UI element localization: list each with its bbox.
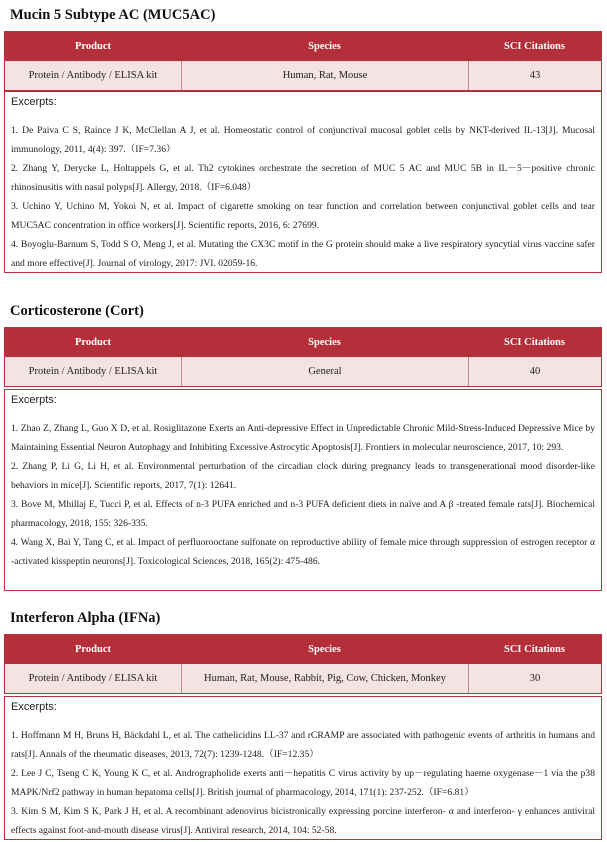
product-table xyxy=(4,31,602,91)
species-cell: Human, Rat, Mouse, Rabbit, Pig, Cow, Chicken, Monkey xyxy=(181,664,468,693)
excerpts-box xyxy=(4,91,602,273)
excerpts-label: Excerpts: xyxy=(11,701,57,713)
header-species: Species xyxy=(308,644,341,655)
header-species: Species xyxy=(308,337,341,348)
citation-2: 2. Lee J C, Tseng C K, Young K C, et al. Andrographolide exerts anti－hepatitis C virus activity by up－regulating haeme oxygenase－1 via the p38 MAPK/Nrf2 pathway in human hepatoma cells[J]. British journal of pharmacology, 2014, 171(1): 237-252.（IF=6.81） xyxy=(11,768,595,798)
table-row xyxy=(5,357,601,386)
citation-2: 2. Zhang P, Li G, Li H, et al. Environmental perturbation of the circadian clock during pregnancy leads to transgenerational mood disorder-like behaviors in mice[J]. Scientific reports, 2017, 7(1): 12641. xyxy=(11,461,595,491)
citations-cell: 43 xyxy=(468,61,601,90)
citation-1: 1. Zhao Z, Zhang L, Guo X D, et al. Rosiglitazone Exerts an Anti-depressive Effect in Unpredictable Chronic Mild-Stress-Induced Depressive Mice by Maintaining Essential Neuron Autophagy and Inhibiting Excessive Astrocytic Apoptosis[J]. Frontiers in molecular neuroscience, 2017, 10: 293. xyxy=(11,423,595,453)
product-cell: Protein / Antibody / ELISA kit xyxy=(28,70,158,81)
excerpts-box xyxy=(4,696,602,840)
excerpts-box xyxy=(4,389,602,591)
citation-2: 2. Zhang Y, Derycke L, Holtappels G, et al. Th2 cytokines orchestrate the secretion of MUC 5 AC and MUC 5B in IL－5－positive chronic rhinosinusitis with nasal polyps[J]. Allergy, 2018.（IF=6.048） xyxy=(11,163,595,193)
product-table xyxy=(4,327,602,387)
section-title: Mucin 5 Subtype AC (MUC5AC) xyxy=(10,7,216,23)
table-header-row xyxy=(5,635,601,664)
header-citations: SCI Citations xyxy=(504,41,565,52)
species-cell: Human, Rat, Mouse xyxy=(181,61,468,90)
header-product: Product xyxy=(75,41,111,52)
species-cell: General xyxy=(181,357,468,386)
header-species: Species xyxy=(308,41,341,52)
table-header-row xyxy=(5,328,601,357)
section-title: Interferon Alpha (IFNa) xyxy=(10,610,161,626)
citation-3: 3. Kim S M, Kim S K, Park J H, et al. A recombinant adenovirus bicistronically expressing porcine interferon- α and interferon- γ enhances antiviral effects against foot-and-mouth disease virus[J]. Antiviral research, 2014, 104: 52-58. xyxy=(11,806,595,836)
citation-4: 4. Boyoglu-Barnum S, Todd S O, Meng J, et al. Mutating the CX3C motif in the G protein should make a live respiratory syncytial virus vaccine safer and more effective[J]. Journal of virology, 2017: JVI. 02059-16. xyxy=(11,239,595,269)
citations-cell: 30 xyxy=(468,664,601,693)
table-row xyxy=(5,61,601,90)
header-product: Product xyxy=(75,644,111,655)
header-citations: SCI Citations xyxy=(504,644,565,655)
product-cell: Protein / Antibody / ELISA kit xyxy=(28,673,158,684)
section-title: Corticosterone (Cort) xyxy=(10,303,144,319)
table-header-row xyxy=(5,32,601,61)
citation-3: 3. Bove M, Mhillaj E, Tucci P, et al. Effects of n-3 PUFA enriched and n-3 PUFA deficient diets in naïve and A β -treated female rats[J]. Biochemical pharmacology, 2018, 155: 326-335. xyxy=(11,499,595,529)
table-row xyxy=(5,664,601,693)
citation-1: 1. De Paiva C S, Raince J K, McClellan A J, et al. Homeostatic control of conjunctival mucosal goblet cells by NKT-derived IL-13[J]. Mucosal immunology, 2011, 4(4): 397.（IF=7.36） xyxy=(11,125,595,155)
citation-4: 4. Wang X, Bai Y, Tang C, et al. Impact of perfluorooctane sulfonate on reproductive ability of female mice through suppression of estrogen receptor α -activated kisspeptin neurons[J]. Toxicological Sciences, 2018, 165(2): 475-486. xyxy=(11,537,595,567)
citation-1: 1. Hoffmann M H, Bruns H, Bäckdahl L, et al. The cathelicidins LL-37 and rCRAMP are associated with pathogenic events of arthritis in humans and rats[J]. Annals of the rheumatic diseases, 2013, 72(7): 1239-1248.（IF=12.35） xyxy=(11,730,595,760)
header-citations: SCI Citations xyxy=(504,337,565,348)
citations-cell: 40 xyxy=(468,357,601,386)
citation-3: 3. Uchino Y, Uchino M, Yokoi N, et al. Impact of cigarette smoking on tear function and correlation between conjunctival goblet cells and tear MUC5AC concentration in office workers[J]. Scientific reports, 2016, 6: 27699. xyxy=(11,201,595,231)
excerpts-label: Excerpts: xyxy=(11,96,57,108)
product-table xyxy=(4,634,602,694)
excerpts-label: Excerpts: xyxy=(11,394,57,406)
product-cell: Protein / Antibody / ELISA kit xyxy=(28,366,158,377)
header-product: Product xyxy=(75,337,111,348)
